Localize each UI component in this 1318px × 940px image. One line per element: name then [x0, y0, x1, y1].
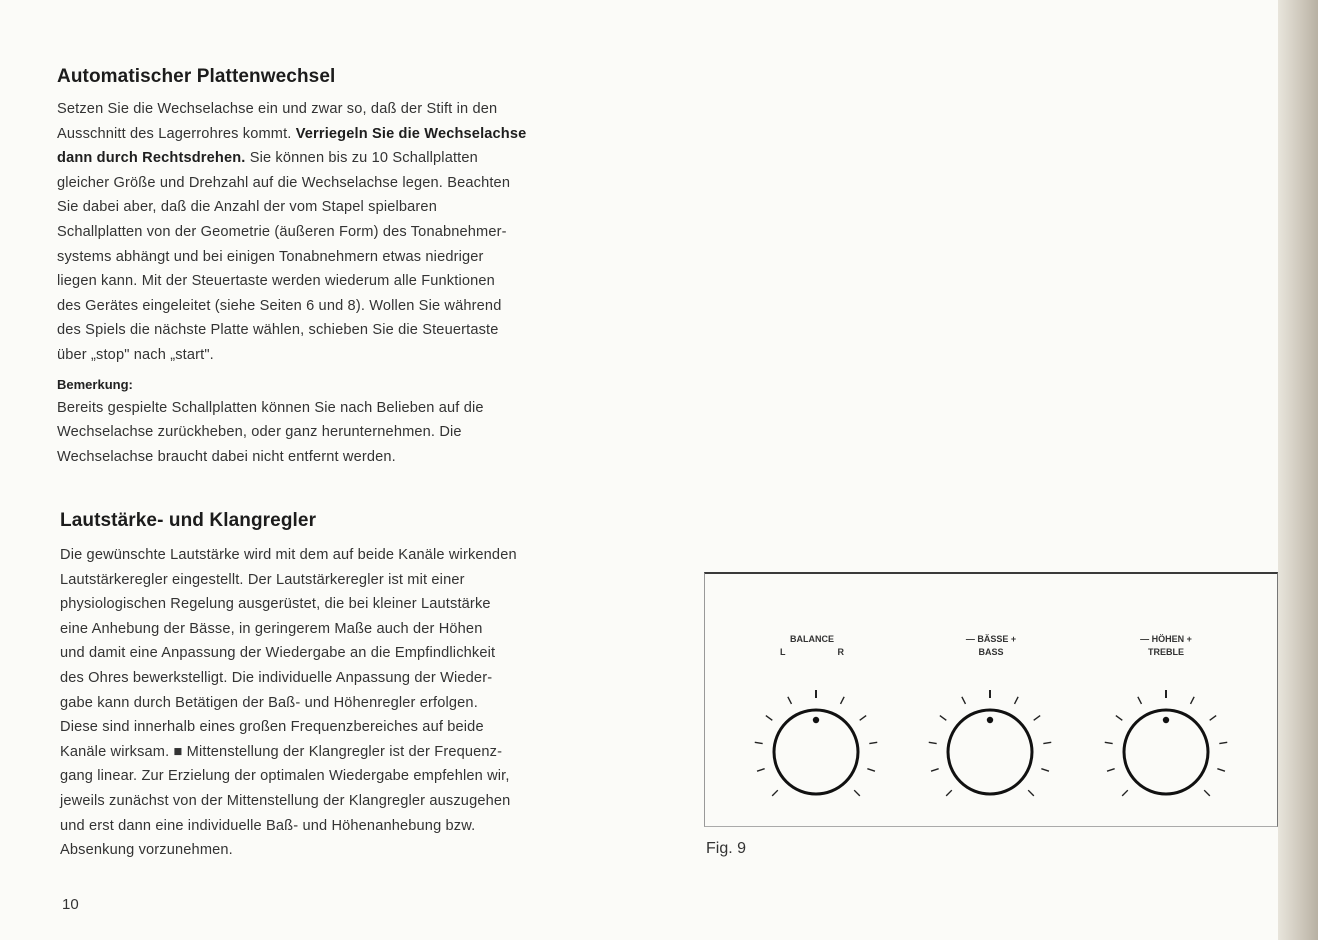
section-heading-automatic-changer: Automatischer Plattenwechsel	[57, 66, 336, 87]
text-line: jeweils zunächst von der Mittenstellung der Klangregler auszugehen	[60, 792, 511, 809]
scale-tick	[1041, 769, 1049, 771]
scale-tick	[946, 790, 952, 796]
treble-label-line1: — HÖHEN +	[1140, 634, 1192, 644]
text-line: eine Anhebung der Bässe, in geringerem Maße auch der Höhen	[60, 620, 483, 637]
remark-line: Bereits gespielte Schallplatten können Sie nach Belieben auf die	[57, 399, 484, 416]
text-run: gleicher Größe und Drehzahl auf die Wechselachse legen. Beachten	[57, 174, 511, 191]
text-run: Sie können bis zu 10 Schallplatten	[245, 150, 478, 167]
scale-tick	[1107, 769, 1115, 771]
scale-tick	[1122, 790, 1128, 796]
section-automatic-changer	[57, 66, 647, 469]
text-run: Setzen Sie die Wechselachse ein und zwar so, daß der Stift in den	[57, 101, 498, 117]
text-line: Absenkung vorzunehmen.	[60, 842, 233, 859]
knob-indicator	[987, 717, 993, 723]
scale-tick	[962, 697, 966, 704]
balance-label-line1: BALANCE	[790, 634, 834, 644]
scale-tick	[766, 716, 772, 721]
text-run: liegen kann. Mit der Steuertaste werden wiederum alle Funktionen	[57, 273, 495, 290]
text-line	[57, 318, 647, 343]
scale-tick	[772, 790, 778, 796]
scale-tick	[854, 790, 860, 796]
text-line	[57, 122, 647, 147]
text-line	[57, 245, 647, 270]
text-run: Ausschnitt des Lagerrohres kommt.	[57, 125, 296, 142]
text-line: Diese sind innerhalb eines großen Frequenzbereiches auf beide	[60, 719, 484, 736]
page-edge	[1278, 0, 1318, 940]
remark-line: Wechselachse braucht dabei nicht entfernt werden.	[57, 448, 396, 465]
left-marker: L	[780, 647, 786, 657]
text-line: gang linear. Zur Erzielung der optimalen Wiedergabe empfehlen wir,	[60, 768, 510, 785]
scale-tick	[867, 769, 875, 771]
knob-indicator	[1163, 717, 1169, 723]
scale-tick	[1219, 742, 1227, 743]
scale-tick	[1204, 790, 1210, 796]
text-run: systems abhängt und bei einigen Tonabnehmern etwas niedriger	[57, 248, 484, 265]
text-run: Sie dabei aber, daß die Anzahl der vom Stapel spielbaren	[57, 199, 437, 216]
bass-label	[941, 633, 1041, 659]
text-run: des Spiels die nächste Platte wählen, schieben Sie die Steuertaste	[57, 322, 499, 339]
scale-tick	[860, 716, 866, 721]
text-line	[57, 195, 647, 220]
scale-tick	[1028, 790, 1034, 796]
scale-tick	[1034, 716, 1040, 721]
scale-tick	[1217, 769, 1225, 771]
treble-knob	[1105, 690, 1227, 796]
scale-tick	[1105, 742, 1113, 743]
figure-caption: Fig. 9	[706, 840, 747, 857]
scale-tick	[757, 769, 765, 771]
scale-tick	[841, 697, 845, 704]
text-line: Die gewünschte Lautstärke wird mit dem auf beide Kanäle wirkenden	[60, 547, 517, 563]
text-line: Lautstärkeregler eingestellt. Der Lautstärkeregler ist mit einer	[60, 571, 465, 588]
text-line	[57, 146, 647, 171]
figure-control-panel	[704, 572, 1278, 826]
bass-label-line1: — BÄSSE +	[965, 634, 1017, 644]
scale-tick	[1015, 697, 1019, 704]
knobs-drawing	[704, 572, 1278, 826]
text-line	[57, 343, 647, 368]
scale-tick	[869, 742, 877, 743]
remark-line: Wechselachse zurückheben, oder ganz herunternehmen. Die	[57, 424, 462, 441]
scale-tick	[755, 742, 763, 743]
text-run: über „stop" nach „start".	[57, 346, 214, 363]
scale-tick	[1138, 697, 1142, 704]
balance-lr-markers	[762, 646, 862, 659]
treble-label	[1116, 633, 1216, 659]
bold-run: dann durch Rechtsdrehen.	[57, 150, 246, 167]
remark-body	[57, 396, 647, 470]
treble-label-line2: TREBLE	[1148, 647, 1184, 657]
section-heading-volume-tone: Lautstärke- und Klangregler	[60, 510, 317, 531]
scale-tick	[1116, 716, 1122, 721]
text-run: Schallplatten von der Geometrie (äußeren Form) des Tonabnehmer-	[57, 223, 507, 240]
scale-tick	[931, 769, 939, 771]
text-line: des Ohres bewerkstelligt. Die individuelle Anpassung der Wieder-	[60, 669, 493, 686]
section-body-automatic-changer	[57, 97, 647, 368]
bass-label-line2: BASS	[978, 647, 1004, 657]
text-line: gabe kann durch Betätigen der Baß- und Höhenregler erfolgen.	[60, 694, 478, 711]
page-number: 10	[62, 896, 79, 913]
text-line	[57, 294, 647, 319]
section-body-volume-tone	[60, 543, 648, 863]
scale-tick	[929, 742, 937, 743]
text-line: physiologischen Regelung ausgerüstet, die bei kleiner Lautstärke	[60, 596, 491, 613]
text-line	[57, 220, 647, 245]
scale-tick	[1043, 742, 1051, 743]
text-line: Kanäle wirksam. ■ Mittenstellung der Klangregler ist der Frequenz-	[60, 743, 503, 760]
text-line: und damit eine Anpassung der Wiedergabe an die Empfindlichkeit	[60, 645, 496, 662]
knob-indicator	[813, 717, 819, 723]
bass-knob	[929, 690, 1051, 796]
balance-label	[762, 633, 862, 659]
scale-tick	[1191, 697, 1195, 704]
scale-tick	[788, 697, 792, 704]
scale-tick	[940, 716, 946, 721]
text-run: des Gerätes eingeleitet (siehe Seiten 6 und 8). Wollen Sie während	[57, 297, 502, 314]
text-line	[57, 97, 647, 122]
text-line: und erst dann eine individuelle Baß- und Höhenanhebung bzw.	[60, 817, 476, 834]
balance-knob	[755, 690, 877, 796]
remark-label: Bemerkung:	[57, 376, 133, 392]
bold-run: Verriegeln Sie die Wechselachse	[295, 125, 527, 142]
right-marker: R	[837, 647, 844, 657]
text-line	[57, 269, 647, 294]
text-line	[57, 171, 647, 196]
scale-tick	[1210, 716, 1216, 721]
